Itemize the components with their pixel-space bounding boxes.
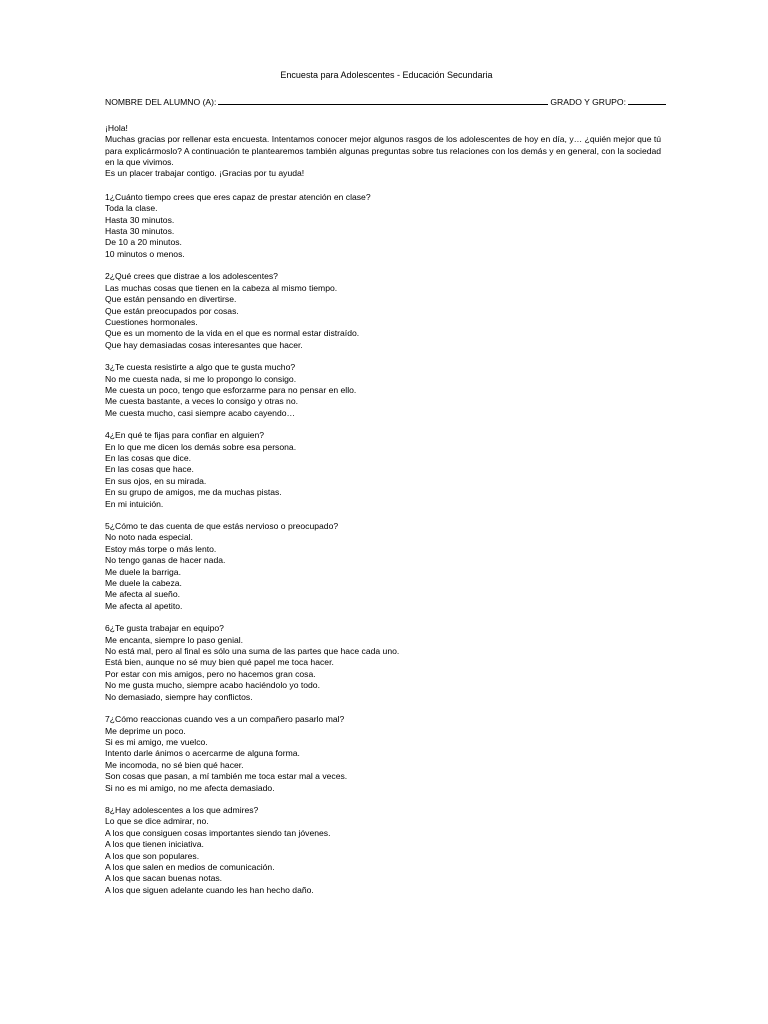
question-block bbox=[105, 805, 668, 896]
answer-option: No demasiado, siempre hay conflictos. bbox=[105, 691, 253, 702]
question-block bbox=[105, 521, 668, 612]
answer-option: Me encanta, siempre lo paso genial. bbox=[105, 634, 244, 645]
question-block bbox=[105, 623, 668, 703]
answer-option: Me incomoda, no sé bien qué hacer. bbox=[105, 759, 244, 770]
answer-option: En lo que me dicen los demás sobre esa persona. bbox=[105, 441, 297, 452]
question-text: 5¿Cómo te das cuenta de que estás nervioso o preocupado? bbox=[105, 521, 339, 531]
answer-option: En las cosas que dice. bbox=[105, 452, 191, 463]
answer-option: Las muchas cosas que tienen en la cabeza al mismo tiempo. bbox=[105, 282, 338, 293]
answer-options bbox=[105, 816, 668, 896]
answer-option: A los que consiguen cosas importantes siendo tan jóvenes. bbox=[105, 827, 331, 838]
question-text: 1¿Cuánto tiempo crees que eres capaz de prestar atención en clase? bbox=[105, 191, 371, 202]
answer-option: En su grupo de amigos, me da muchas pistas. bbox=[105, 487, 282, 498]
answer-option: A los que sacan buenas notas. bbox=[105, 873, 223, 884]
document-title: Encuesta para Adolescentes - Educación Secundaria bbox=[280, 70, 493, 80]
answer-option: A los que salen en medios de comunicación. bbox=[105, 861, 275, 872]
answer-option: Que hay demasiadas cosas interesantes que hacer. bbox=[105, 339, 303, 350]
answer-option: Me cuesta mucho, casi siempre acabo cayendo… bbox=[105, 407, 296, 418]
student-info-row bbox=[105, 96, 668, 108]
answer-options bbox=[105, 283, 668, 351]
answer-options bbox=[105, 726, 668, 794]
answer-option: No tengo ganas de hacer nada. bbox=[105, 555, 226, 566]
answer-option: No está mal, pero al final es sólo una suma de las partes que hace cada uno. bbox=[105, 646, 400, 657]
answer-option: Me afecta al sueño. bbox=[105, 589, 181, 600]
answer-option: Son cosas que pasan, a mí también me toca estar mal a veces. bbox=[105, 771, 348, 782]
answer-option: Me deprime un poco. bbox=[105, 725, 186, 736]
question-text: 2¿Qué crees que distrae a los adolescentes? bbox=[105, 271, 278, 282]
answer-option: Me duele la barriga. bbox=[105, 566, 181, 577]
answer-option: Me afecta al apetito. bbox=[105, 600, 183, 611]
answer-option: Si es mi amigo, me vuelco. bbox=[105, 736, 208, 747]
question-block bbox=[105, 192, 668, 260]
question-block bbox=[105, 714, 668, 794]
question-text: 7¿Cómo reaccionas cuando ves a un compañero pasarlo mal? bbox=[105, 714, 345, 725]
answer-option: Me cuesta bastante, a veces lo consigo y otras no. bbox=[105, 396, 298, 407]
answer-option: Si no es mi amigo, no me afecta demasiado. bbox=[105, 782, 275, 793]
answer-option: En mi intuición. bbox=[105, 498, 164, 509]
answer-option: Hasta 30 minutos. bbox=[105, 214, 175, 225]
intro-greeting: ¡Hola! bbox=[105, 122, 128, 133]
grade-group-blank bbox=[628, 96, 666, 105]
answer-option: No me gusta mucho, siempre acabo haciéndolo yo todo. bbox=[105, 680, 320, 691]
answer-option: Estoy más torpe o más lento. bbox=[105, 543, 217, 554]
answer-option: Lo que se dice admirar, no. bbox=[105, 816, 209, 827]
answer-options bbox=[105, 203, 668, 260]
answer-options bbox=[105, 532, 668, 612]
answer-option: Que es un momento de la vida en el que es normal estar distraído. bbox=[105, 328, 360, 339]
questions-list bbox=[105, 192, 668, 896]
answer-option: Intento darle ánimos o acercarme de alguna forma. bbox=[105, 748, 300, 759]
intro-paragraph: Muchas gracias por rellenar esta encuesta. Intentamos conocer mejor algunos rasgos de los adolescentes de hoy en día, y… ¿quién mejor que tú para explicármoslo? A continuación te plantearemos también algunas preguntas sobre tus relaciones con los demás y en general, con la sociedad en la que vivimos. bbox=[105, 134, 662, 168]
answer-option: Que están preocupados por cosas. bbox=[105, 305, 239, 316]
student-name-blank bbox=[218, 96, 548, 105]
answer-option: Me cuesta un poco, tengo que esforzarme para no pensar en ello. bbox=[105, 384, 357, 395]
question-text: 3¿Te cuesta resistirte a algo que te gusta mucho? bbox=[105, 362, 296, 373]
answer-options bbox=[105, 635, 668, 703]
answer-option: En sus ojos, en su mirada. bbox=[105, 475, 207, 486]
answer-option: Me duele la cabeza. bbox=[105, 578, 182, 589]
answer-option: A los que son populares. bbox=[105, 850, 200, 861]
grade-group-label: GRADO Y GRUPO: bbox=[550, 97, 626, 108]
answer-option: A los que siguen adelante cuando les han hecho daño. bbox=[105, 884, 314, 895]
answer-option: En las cosas que hace. bbox=[105, 464, 194, 475]
answer-option: Por estar con mis amigos, pero no hacemos gran cosa. bbox=[105, 668, 316, 679]
answer-option: Cuestiones hormonales. bbox=[105, 316, 198, 327]
answer-option: No noto nada especial. bbox=[105, 532, 193, 543]
answer-option: De 10 a 20 minutos. bbox=[105, 237, 182, 248]
question-text: 6¿Te gusta trabajar en equipo? bbox=[105, 623, 224, 634]
question-block bbox=[105, 430, 668, 510]
answer-option: Hasta 30 minutos. bbox=[105, 226, 175, 237]
answer-option: A los que tienen iniciativa. bbox=[105, 839, 204, 850]
answer-option: Está bien, aunque no sé muy bien qué papel me toca hacer. bbox=[105, 657, 334, 668]
answer-option: 10 minutos o menos. bbox=[105, 248, 185, 259]
answer-option: Toda la clase. bbox=[105, 203, 158, 214]
question-text: 4¿En qué te fijas para confiar en alguien? bbox=[105, 430, 265, 441]
question-text: 8¿Hay adolescentes a los que admires? bbox=[105, 804, 259, 815]
question-block bbox=[105, 271, 668, 351]
answer-option: Que están pensando en divertirse. bbox=[105, 294, 237, 305]
student-name-label: NOMBRE DEL ALUMNO (A): bbox=[105, 97, 217, 108]
question-block bbox=[105, 362, 668, 419]
answer-option: No me cuesta nada, si me lo propongo lo consigo. bbox=[105, 373, 297, 384]
answer-options bbox=[105, 442, 668, 510]
intro-section bbox=[105, 123, 668, 180]
answer-options bbox=[105, 374, 668, 420]
intro-thanks: Es un placer trabajar contigo. ¡Gracias por tu ayuda! bbox=[105, 168, 305, 179]
